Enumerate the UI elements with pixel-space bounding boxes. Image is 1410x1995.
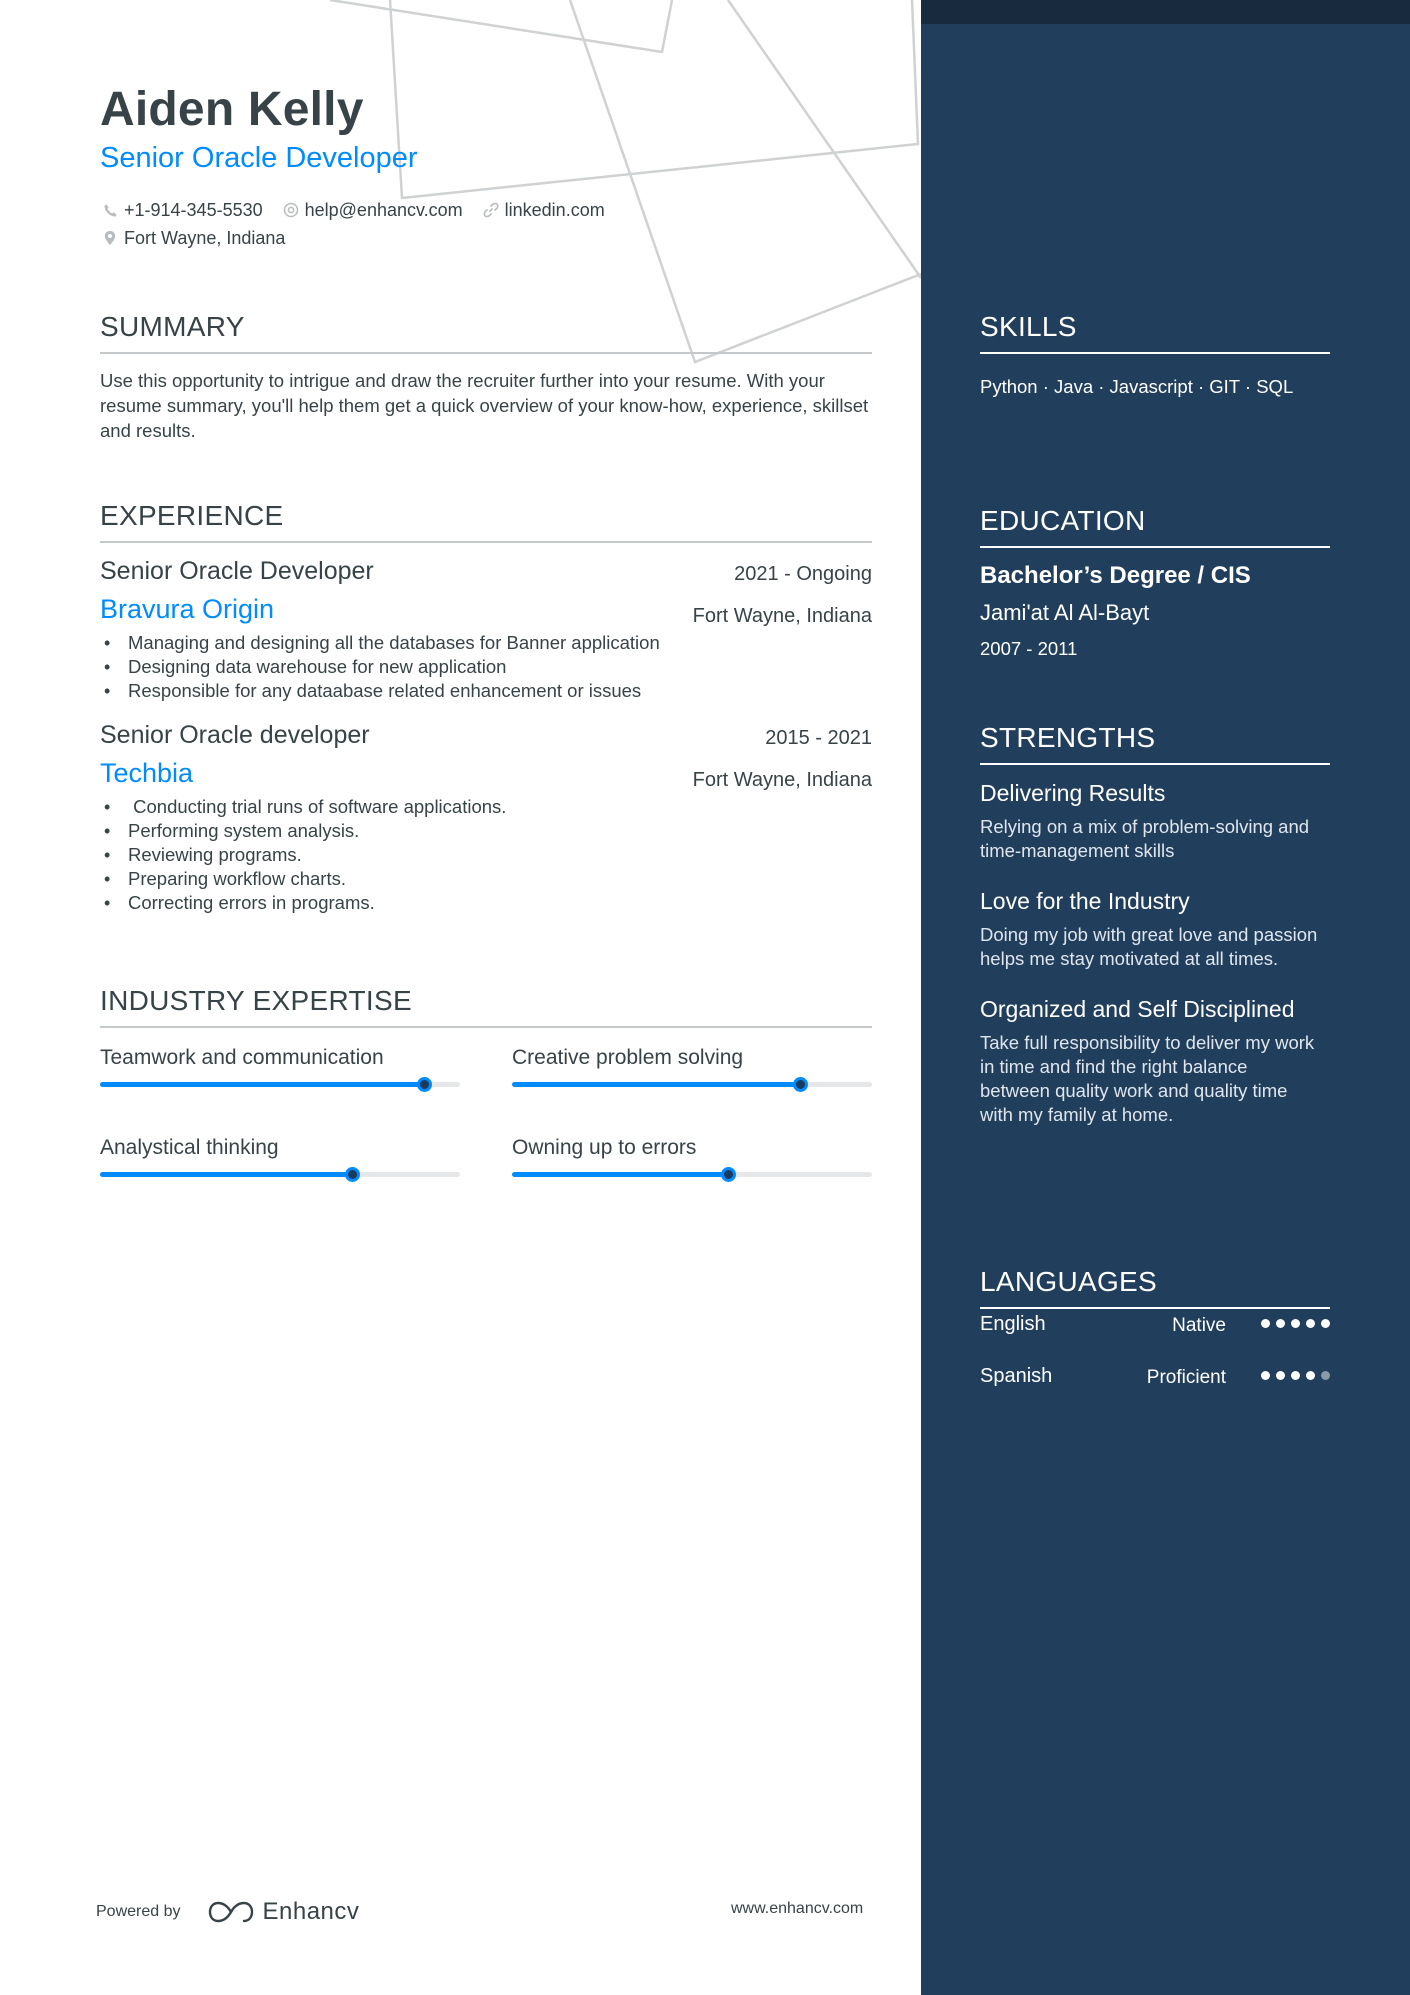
sidebar-top-bar (921, 0, 1410, 24)
expertise-bar-fill (100, 1172, 352, 1177)
strength-description: Doing my job with great love and passion helps me stay motivated at all times. (980, 924, 1318, 969)
link-text[interactable]: linkedin.com (504, 199, 605, 220)
expertise-label: Analystical thinking (100, 1136, 279, 1159)
powered-by-text: Powered by (96, 1903, 181, 1920)
expertise-bar-fill (512, 1082, 800, 1087)
job-entry (100, 557, 872, 703)
footer-website[interactable]: www.enhancv.com (731, 1900, 864, 1917)
expertise-bar-fill (512, 1172, 728, 1177)
link-icon (483, 202, 499, 218)
location-text: Fort Wayne, Indiana (124, 227, 286, 248)
brand-name: Enhancv (262, 1898, 360, 1925)
job-title: Senior Oracle Developer (100, 557, 374, 585)
languages-title: LANGUAGES (980, 1266, 1330, 1309)
language-dot-filled (1276, 1371, 1285, 1380)
expertise-item (512, 1046, 872, 1087)
language-dot-filled (1276, 1319, 1285, 1328)
job-bullet: • Performing system analysis. (100, 819, 872, 843)
education-section (980, 505, 1330, 660)
language-name: Spanish (980, 1365, 1053, 1387)
brand-logo[interactable] (207, 1898, 360, 1926)
job-bullet: • Designing data warehouse for new application (100, 655, 872, 679)
candidate-name: Aiden Kelly (100, 83, 364, 136)
candidate-role: Senior Oracle Developer (100, 142, 418, 174)
experience-title: EXPERIENCE (100, 500, 872, 543)
language-dot-filled (1291, 1319, 1300, 1328)
contact-info (102, 196, 625, 252)
job-entry (100, 721, 872, 915)
language-name: English (980, 1313, 1046, 1335)
skills-list: Python · Java · Javascript · GIT · SQL (980, 376, 1294, 397)
language-dot-filled (1261, 1319, 1270, 1328)
expertise-label: Teamwork and communication (100, 1046, 384, 1069)
strength-title: Delivering Results (980, 780, 1166, 806)
language-dots (1255, 1319, 1330, 1328)
expertise-bar-knob (793, 1077, 808, 1092)
expertise-bar (100, 1082, 460, 1087)
strengths-section (980, 722, 1330, 1127)
strength-item (980, 995, 1320, 1127)
language-dot-filled (1306, 1319, 1315, 1328)
phone-icon (102, 202, 118, 218)
language-dot-filled (1261, 1371, 1270, 1380)
expertise-grid (100, 1046, 872, 1226)
job-dates: 2015 - 2021 (765, 727, 872, 749)
education-school: Jami'at Al Al-Bayt (980, 600, 1150, 625)
strength-item (980, 887, 1330, 971)
job-bullets (100, 795, 872, 915)
email-text[interactable]: help@enhancv.com (304, 199, 463, 220)
education-dates: 2007 - 2011 (980, 638, 1078, 659)
job-dates: 2021 - Ongoing (734, 563, 872, 585)
expertise-label: Owning up to errors (512, 1136, 697, 1159)
job-title: Senior Oracle developer (100, 721, 370, 749)
job-company: Techbia (100, 758, 194, 788)
language-dot-filled (1306, 1371, 1315, 1380)
summary-section (100, 311, 872, 443)
summary-title: SUMMARY (100, 311, 872, 354)
expertise-label: Creative problem solving (512, 1046, 744, 1069)
email-contact[interactable] (283, 200, 463, 221)
job-location: Fort Wayne, Indiana (692, 769, 872, 791)
expertise-item (100, 1136, 460, 1177)
job-bullet: • Reviewing programs. (100, 843, 872, 867)
language-level: Proficient (1146, 1367, 1226, 1388)
language-level: Native (1172, 1315, 1226, 1336)
expertise-title: INDUSTRY EXPERTISE (100, 985, 872, 1028)
job-bullet: • Preparing workflow charts. (100, 867, 872, 891)
phone-text: +1-914-345-5530 (124, 199, 263, 220)
expertise-bar-fill (100, 1082, 424, 1087)
language-dot-empty (1321, 1371, 1330, 1380)
job-bullet: • Conducting trial runs of software applications. (100, 795, 872, 819)
expertise-item (100, 1046, 460, 1087)
link-contact[interactable] (483, 200, 605, 221)
expertise-bar (512, 1082, 872, 1087)
strengths-title: STRENGTHS (980, 722, 1330, 765)
language-dot-filled (1321, 1319, 1330, 1328)
job-bullet: • Responsible for any dataabase related enhancement or issues (100, 679, 872, 703)
summary-text: Use this opportunity to intrigue and draw the recruiter further into your resume. With your resume summary, you'll help them get a quick overview of your know-how, experience, skillset and results. (100, 370, 869, 441)
expertise-bar (100, 1172, 460, 1177)
language-row (980, 1361, 1330, 1413)
language-row (980, 1309, 1330, 1361)
phone-contact (102, 200, 263, 221)
expertise-bar-knob (417, 1077, 432, 1092)
languages-section (980, 1266, 1330, 1413)
infinity-logo-icon (207, 1900, 255, 1924)
skills-section (980, 311, 1330, 407)
skills-title: SKILLS (980, 311, 1330, 354)
strength-description: Take full responsibility to deliver my work in time and find the right balance between quality work and quality time with my family at home. (980, 1032, 1315, 1125)
strength-title: Organized and Self Disciplined (980, 996, 1295, 1022)
strength-description: Relying on a mix of problem-solving and time-management skills (980, 816, 1310, 861)
location-contact (102, 228, 285, 249)
expertise-item (512, 1136, 872, 1177)
education-degree: Bachelor’s Degree / CIS (980, 562, 1251, 589)
job-location: Fort Wayne, Indiana (692, 605, 872, 627)
location-pin-icon (102, 230, 118, 246)
job-bullets (100, 631, 872, 703)
language-dot-filled (1291, 1371, 1300, 1380)
expertise-bar-knob (721, 1167, 736, 1182)
job-bullet: • Correcting errors in programs. (100, 891, 872, 915)
at-icon (283, 202, 299, 218)
expertise-bar-knob (345, 1167, 360, 1182)
education-title: EDUCATION (980, 505, 1330, 548)
expertise-section (100, 985, 872, 1226)
sidebar (921, 0, 1410, 1995)
expertise-bar (512, 1172, 872, 1177)
strength-item (980, 779, 1330, 863)
experience-section (100, 500, 872, 915)
job-company: Bravura Origin (100, 594, 275, 624)
job-bullet: • Managing and designing all the databases for Banner application (100, 631, 872, 655)
language-dots (1255, 1371, 1330, 1380)
footer-branding (96, 1898, 359, 1926)
strength-title: Love for the Industry (980, 888, 1190, 914)
